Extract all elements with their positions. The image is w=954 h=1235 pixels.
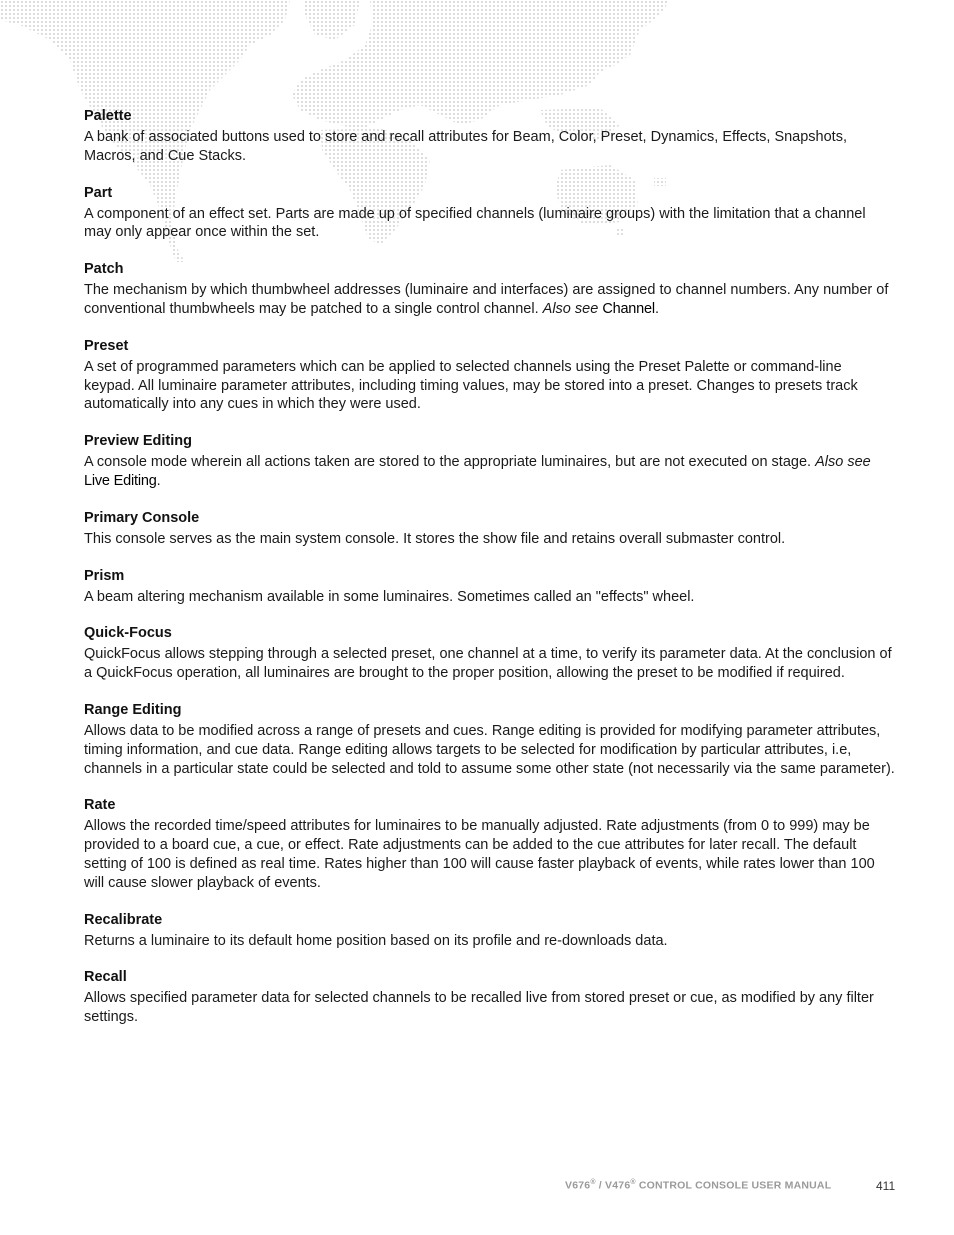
term-definition: A set of programmed parameters which can be applied to selected channels using the Preset Palette or command-line keypad. All luminaire parameter attributes, including timing values, may be stored into a preset. Changes to presets track automatically into any cues in which they were used. — [84, 358, 858, 413]
registered-mark: ® — [630, 1179, 636, 1186]
term-definition: A beam altering mechanism available in some luminaires. Sometimes called an "effects" wheel. — [84, 588, 695, 605]
glossary-entry-patch — [84, 260, 896, 319]
footer-title-text: CONTROL CONSOLE USER MANUAL — [635, 1179, 832, 1192]
glossary-content — [84, 107, 896, 1045]
glossary-entry-rate — [84, 796, 896, 892]
glossary-entry-preview-editing — [84, 432, 896, 491]
also-see-label: Also see — [815, 454, 871, 471]
definition-text: The mechanism by which thumbwheel addresses (luminaire and interfaces) are assigned to channel numbers. Any number of conventional thumbwheels may be patched to a single control channel. — [84, 282, 889, 317]
term-definition: A console mode wherein all actions taken are stored to the appropriate luminaires, but are not executed on stage. Also see Live Editing. — [84, 454, 871, 489]
page-number: 411 — [876, 1179, 896, 1193]
also-see-label: Also see — [542, 300, 599, 317]
cross-reference-link[interactable]: Live Editing — [84, 472, 157, 489]
glossary-entry-recalibrate — [84, 911, 896, 951]
glossary-entry-prism — [84, 567, 896, 607]
glossary-entry-preset — [84, 337, 896, 414]
term-definition: QuickFocus allows stepping through a selected preset, one channel at a time, to verify its parameter data. At the conclusion of a QuickFocus operation, all luminaires are brought to the proper position, allowing the preset to be modified if required. — [84, 646, 892, 682]
glossary-entry-recall — [84, 968, 896, 1027]
term-title: Rate — [84, 797, 116, 814]
definition-text: A console mode wherein all actions taken are stored to the appropriate luminaires, but are not executed on stage. — [84, 454, 816, 471]
term-definition: A bank of associated buttons used to store and recall attributes for Beam, Color, Preset, Dynamics, Effects, Snapshots, Macros, and Cue Stacks. — [84, 129, 847, 164]
term-title: Part — [84, 184, 113, 201]
term-definition: Allows the recorded time/speed attributes for luminaires to be manually adjusted. Rate adjustments (from 0 to 999) may be provided to a board cue, a cue, or effect. Rate adjustments can be added to the cue attributes for later recall. The default setting of 100 is defined as real time. Rates higher than 100 will cause faster playback of events, while rates lower than 100 will cause slower playback of events. — [84, 818, 875, 891]
term-definition: Returns a luminaire to its default home position based on its profile and re-downloads data. — [84, 932, 668, 949]
map-island-2 — [172, 95, 194, 105]
term-title: Prism — [84, 567, 125, 584]
term-definition: Allows data to be modified across a range of presets and cues. Range editing is provided for modifying parameter attributes, timing information, and cue data. Range editing allows targets to be selected for modification by particular attributes, i.e, channels in a particular state could be selected and told to assume some other state (not necessarily via the same parameter). — [84, 722, 895, 777]
term-title: Palette — [84, 108, 132, 124]
footer-manual-title — [565, 1179, 831, 1192]
term-definition: Allows specified parameter data for selected channels to be recalled live from stored preset or cue, as modified by any filter settings. — [84, 990, 874, 1026]
term-title: Patch — [84, 261, 124, 278]
glossary-entry-range-editing — [84, 701, 896, 778]
registered-mark: ® — [590, 1179, 596, 1186]
term-definition: A component of an effect set. Parts are made up of specified channels (luminaire groups) with the limitation that a channel may only appear once within the set. — [84, 205, 866, 241]
footer-model-a: V676 — [565, 1179, 591, 1192]
term-definition: This console serves as the main system console. It stores the show file and retains overall submaster control. — [84, 530, 786, 547]
footer-model-b: V476 — [605, 1179, 631, 1192]
footer-separator: / — [595, 1179, 606, 1192]
term-title: Preview Editing — [84, 433, 192, 450]
glossary-entry-quick-focus — [84, 624, 896, 683]
term-title: Range Editing — [84, 701, 182, 718]
term-title: Recall — [84, 969, 127, 986]
cross-reference-link[interactable]: Channel — [602, 300, 655, 317]
map-greenland — [305, 0, 360, 40]
term-title: Preset — [84, 337, 129, 354]
glossary-entry-primary-console — [84, 509, 896, 549]
term-title: Recalibrate — [84, 911, 163, 928]
term-definition: The mechanism by which thumbwheel addresses (luminaire and interfaces) are assigned to channel numbers. Any number of conventional thumbwheels may be patched to a single control channel. Also see Channel. — [84, 282, 889, 317]
glossary-entry-part — [84, 184, 896, 243]
term-title: Quick-Focus — [84, 625, 172, 642]
glossary-entry-palette — [84, 107, 896, 166]
term-title: Primary Console — [84, 509, 200, 526]
